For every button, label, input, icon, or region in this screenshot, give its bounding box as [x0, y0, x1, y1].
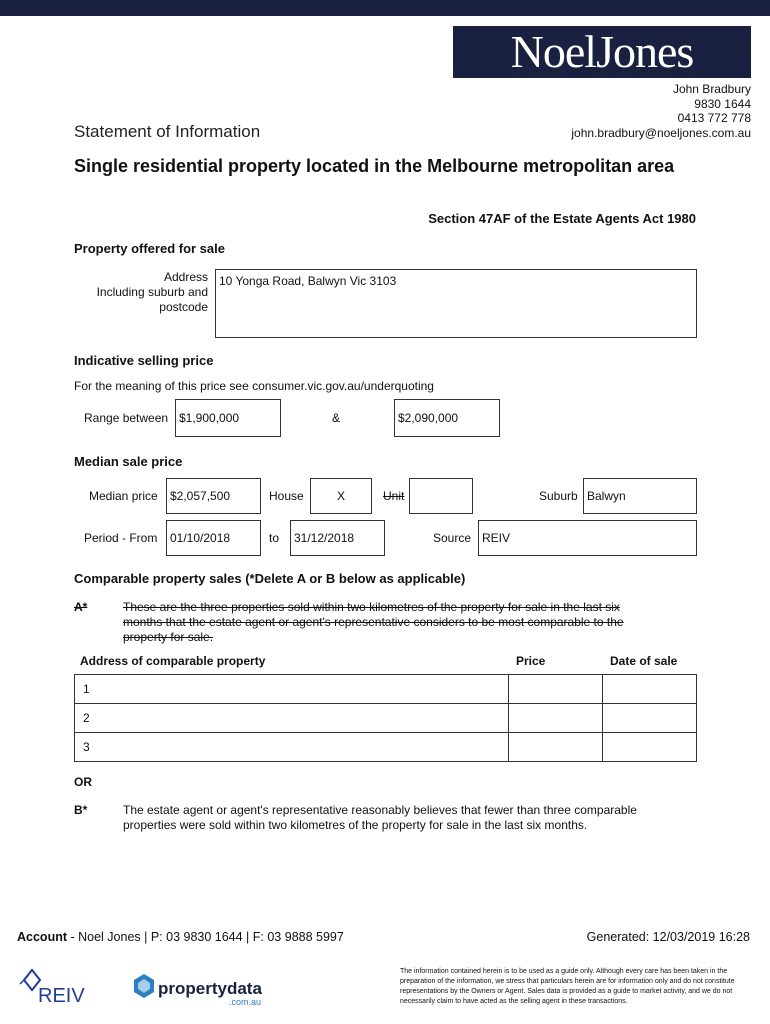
period-to-field[interactable]: 31/12/2018 — [290, 520, 385, 556]
noel-jones-logo: NoelJones — [453, 26, 751, 78]
section-reference: Section 47AF of the Estate Agents Act 1980 — [428, 211, 696, 226]
underquoting-note: For the meaning of this price see consumer.vic.gov.au/underquoting — [74, 379, 434, 393]
row-price-cell[interactable] — [509, 675, 603, 704]
period-from-field[interactable]: 01/10/2018 — [166, 520, 261, 556]
row-price-cell[interactable] — [509, 704, 603, 733]
or-label: OR — [74, 775, 92, 789]
account-line: Account - Noel Jones | P: 03 9830 1644 | F: 03 9888 5997 — [17, 930, 344, 944]
to-label: to — [269, 531, 280, 545]
indicative-heading: Indicative selling price — [74, 353, 214, 368]
range-low-field[interactable]: $1,900,000 — [175, 399, 281, 437]
propertydata-logo — [132, 972, 282, 1008]
reiv-logo-text: REIV — [38, 985, 85, 1006]
option-b-text: The estate agent or agent's representative reasonably believes that fewer than three comparable properties were sold within two kilometres of the property for sale in the last six months. — [123, 803, 637, 832]
agent-mobile: 0413 772 778 — [677, 111, 751, 125]
agent-contact — [571, 82, 751, 140]
property-heading: Property offered for sale — [74, 241, 225, 256]
address-label: Address Including suburb and postcode — [96, 270, 208, 314]
comparable-heading: Comparable property sales (*Delete A or B below as applicable) — [74, 571, 466, 586]
period-label: Period - From — [84, 531, 158, 545]
propertydata-logo-domain: .com.au — [229, 997, 262, 1007]
range-amp: & — [332, 411, 341, 425]
unit-checkbox[interactable] — [409, 478, 473, 514]
propertydata-logo-text: propertydata — [158, 979, 262, 998]
disclaimer-text: The information contained herein is to be used as a guide only. Although every care has been taken in the preparation of the information, we stress that particulars herein are for information only and do not constitute representations by the Owners or Agent. Sales data is provided as a guide to market activity, and we do not necessarily claim to have acted as the selling agent in these transactions. — [400, 968, 735, 1005]
agent-phone: 9830 1644 — [694, 96, 751, 111]
col-price-header: Price — [516, 654, 546, 668]
col-date-header: Date of sale — [610, 654, 678, 668]
range-high-field[interactable]: $2,090,000 — [394, 399, 500, 437]
option-b-label: B* — [74, 803, 88, 817]
generated-timestamp: Generated: 12/03/2019 16:28 — [586, 930, 750, 944]
source-label: Source — [433, 531, 472, 545]
col-address-header: Address of comparable property — [80, 654, 266, 668]
row-price-cell[interactable] — [509, 733, 603, 762]
house-checkbox[interactable]: X — [310, 478, 372, 514]
top-bar — [0, 0, 770, 16]
suburb-field[interactable]: Balwyn — [583, 478, 697, 514]
address-field[interactable]: 10 Yonga Road, Balwyn Vic 3103 — [215, 269, 697, 338]
agent-name: John Bradbury — [672, 82, 751, 96]
option-a-label: A* — [74, 600, 88, 614]
doc-title: Statement of Information — [74, 122, 261, 141]
source-field[interactable]: REIV — [478, 520, 697, 556]
agent-email[interactable]: john.bradbury@noeljones.com.au — [571, 125, 751, 140]
comparable-table — [74, 674, 697, 762]
row-address-cell[interactable]: 2 — [75, 704, 509, 733]
unit-label: Unit — [383, 489, 405, 503]
row-date-cell[interactable] — [603, 704, 697, 733]
suburb-label: Suburb — [539, 489, 578, 503]
row-address-cell[interactable]: 1 — [75, 675, 509, 704]
table-row — [75, 733, 697, 762]
median-price-field[interactable]: $2,057,500 — [166, 478, 261, 514]
page-title: Single residential property located in the Melbourne metropolitan area — [74, 156, 675, 176]
row-date-cell[interactable] — [603, 675, 697, 704]
table-row — [75, 675, 697, 704]
median-price-label: Median price — [89, 489, 158, 503]
reiv-logo — [18, 966, 98, 1006]
row-address-cell[interactable]: 3 — [75, 733, 509, 762]
range-label: Range between — [84, 411, 169, 425]
house-label: House — [269, 489, 304, 503]
row-date-cell[interactable] — [603, 733, 697, 762]
table-row — [75, 704, 697, 733]
median-heading: Median sale price — [74, 454, 183, 469]
option-a-text: These are the three properties sold within two kilometres of the property for sale in the last six months that the estate agent or agent's representative considers to be most comparable to the property for sale. — [123, 600, 624, 644]
